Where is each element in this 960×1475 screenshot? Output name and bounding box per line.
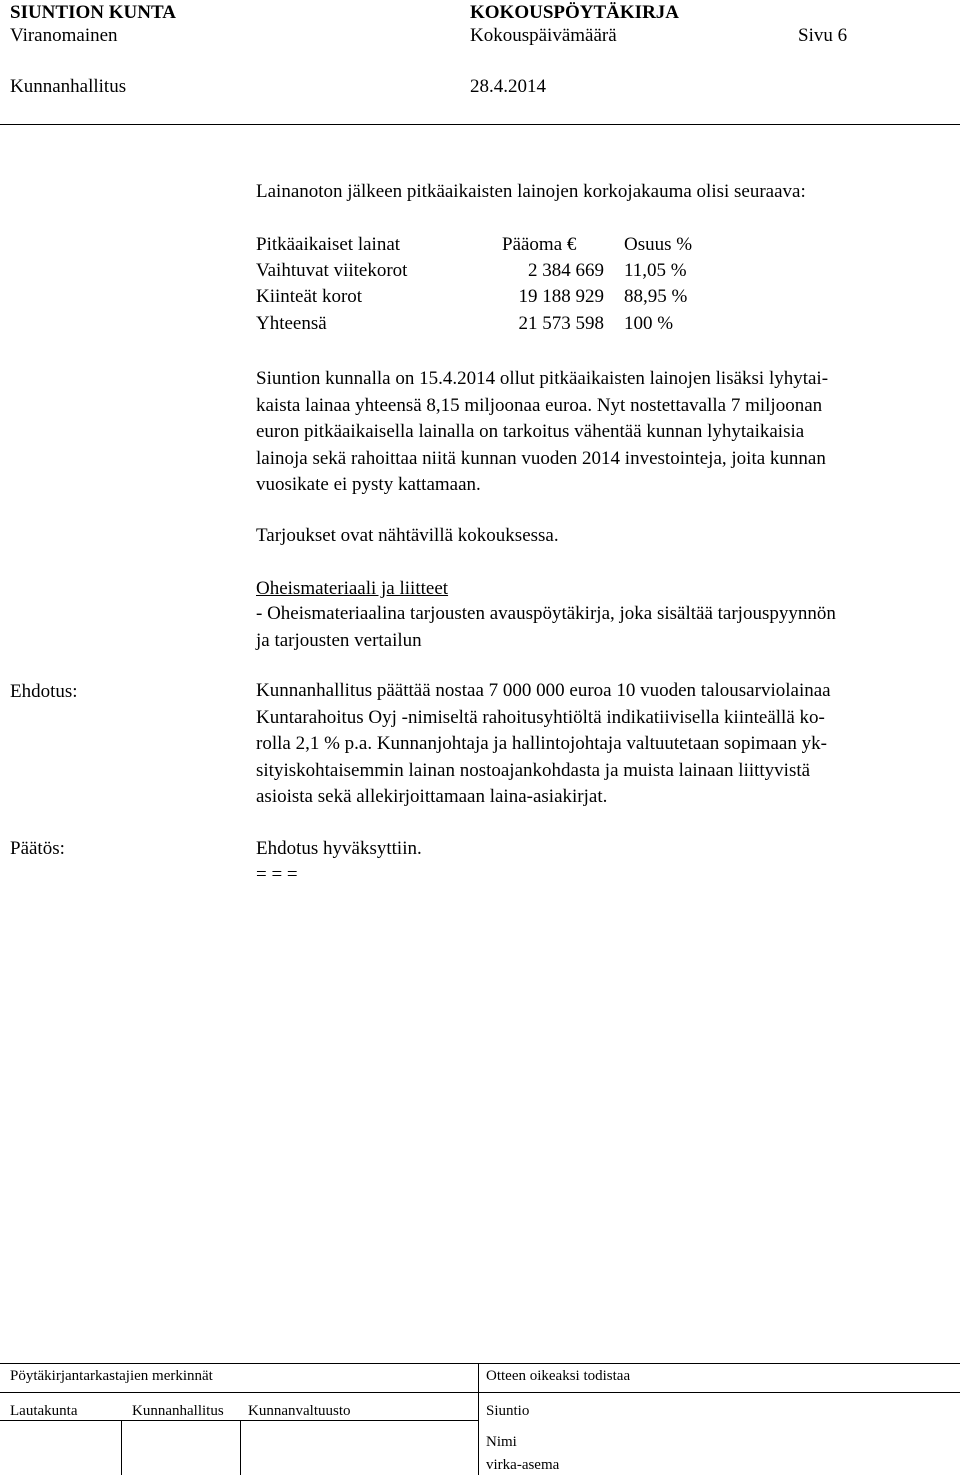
paragraph-line: vuosikate ei pysty kattamaan. [256,474,481,495]
certification-place: Siuntio [486,1403,530,1419]
table-row-label: Yhteensä [256,313,327,334]
attachment-line: - Oheismateriaalina tarjousten avauspöytäkirja, joka sisältää tarjouspyynnön [256,603,836,624]
paragraph-line: kaista lainaa yhteensä 8,15 miljoonaa euroa. Nyt nostettavalla 7 miljoonan [256,394,823,416]
loan-purpose-paragraph [256,366,956,499]
offers-available-text: Tarjoukset ovat nähtävillä kokouksessa. [256,525,559,546]
table-row-share: 11,05 % [624,260,687,281]
footer-top-rule [0,1363,960,1364]
table-row-share: 100 % [624,313,674,334]
header-divider [0,124,960,125]
table-row-label: Kiinteät korot [256,286,363,307]
meeting-date-label: Kokouspäivämäärä [470,25,617,46]
proposal-label: Ehdotus: [10,681,78,702]
proposal-line: asioista sekä allekirjoittamaan laina-asiakirjat. [256,786,608,807]
proposal-line: Kunnanhallitus päättää nostaa 7 000 000 euroa 10 vuoden talousarviolainaa [256,680,831,701]
meeting-date: 28.4.2014 [470,76,546,97]
proposal-text [256,678,956,811]
proposal-line: Kuntarahoitus Oyj -nimiseltä rahoitusyhtiöltä indikatiivisella kiinteällä ko- [256,706,825,728]
signature-column-separator [121,1420,122,1475]
authority-label: Viranomainen [10,25,118,46]
decision-text: Ehdotus hyväksyttiin. [256,838,422,859]
proposal-line: sityiskohtaisemmin lainan nostoajankohdasta ja muista lainaan liittyvistä [256,759,811,781]
paragraph-line: Siuntion kunnalla on 15.4.2014 ollut pitkäaikaisten lainojen lisäksi lyhytai- [256,368,829,389]
municipality-name: SIUNTION KUNTA [10,2,176,23]
certified-label: Otteen oikeaksi todistaa [486,1368,631,1384]
table-header-loans: Pitkäaikaiset lainat [256,234,401,255]
end-mark: = = = [256,864,298,885]
footer-divider [0,1392,960,1393]
attachments-list [256,601,956,654]
authority-name: Kunnanhallitus [10,76,127,97]
table-row-principal: 19 188 929 [518,286,604,307]
reviewers-label: Pöytäkirjantarkastajien merkinnät [10,1368,213,1384]
signature-column-government: Kunnanhallitus [132,1403,224,1419]
document-type: KOKOUSPÖYTÄKIRJA [470,2,680,23]
proposal-line: rolla 2,1 % p.a. Kunnanjohtaja ja hallintojohtaja valtuutetaan sopimaan yk- [256,733,827,754]
signature-column-board: Lautakunta [10,1403,78,1419]
decision-label: Päätös: [10,838,65,859]
table-row-principal: 2 384 669 [528,260,604,281]
table-header-share: Osuus % [624,234,693,255]
table-row-label: Vaihtuvat viitekorot [256,260,408,281]
certifier-position-label: virka-asema [486,1457,560,1473]
signature-column-separator [240,1420,241,1475]
certifier-name-label: Nimi [486,1434,517,1450]
intro-text: Lainanoton jälkeen pitkäaikaisten lainojen korkojakauma olisi seuraava: [256,181,806,202]
attachment-line: ja tarjousten vertailun [256,629,422,651]
signature-line-divider [0,1420,478,1421]
paragraph-line: lainoja sekä rahoittaa niitä kunnan vuoden 2014 investointeja, joita kunnan [256,447,826,469]
attachments-heading: Oheismateriaali ja liitteet [256,578,449,599]
paragraph-line: euron pitkäaikaisella lainalla on tarkoitus vähentää kunnan lyhytaikaisia [256,421,805,442]
page-number: Sivu 6 [798,25,848,46]
table-row-share: 88,95 % [624,286,688,307]
footer-section-separator [478,1363,479,1475]
table-row-principal: 21 573 598 [518,313,604,334]
table-header-principal: Pääoma € [502,234,577,255]
signature-column-council: Kunnanvaltuusto [248,1403,351,1419]
